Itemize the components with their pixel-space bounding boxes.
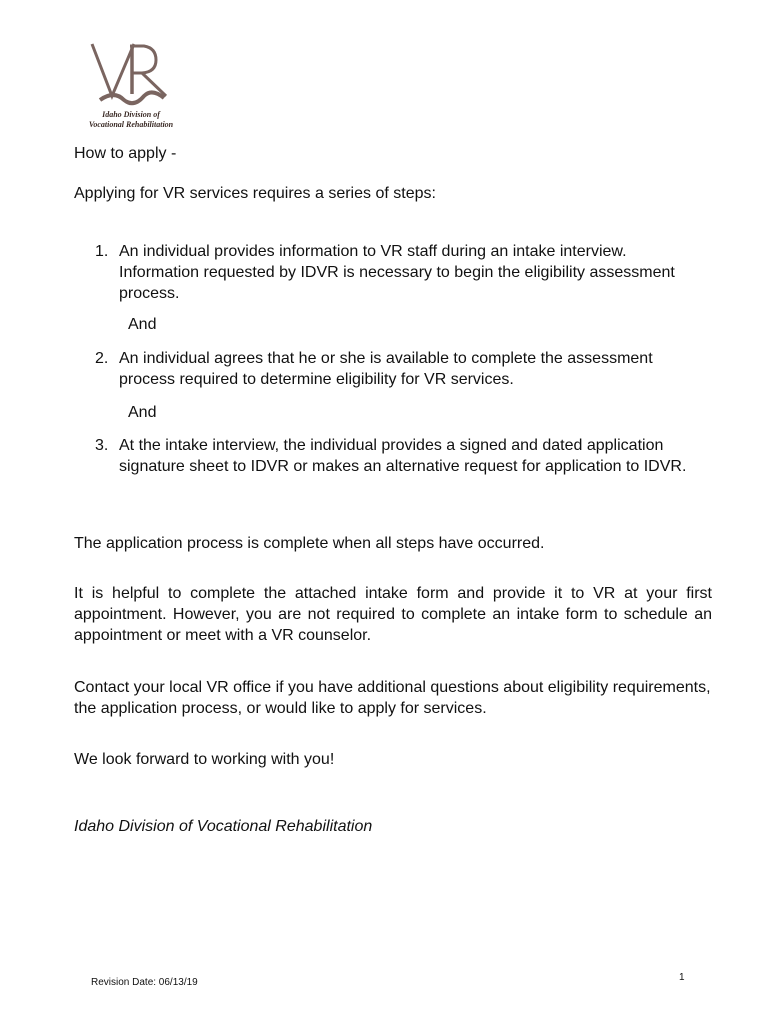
closing-text: We look forward to working with you! xyxy=(74,751,335,768)
vr-logo-mark xyxy=(86,38,186,108)
page-number: 1 xyxy=(679,972,685,983)
step-number: 3. xyxy=(95,437,109,454)
revision-date: Revision Date: 06/13/19 xyxy=(91,977,198,988)
step-text: An individual provides information to VR staff during an intake interview. Information requested by IDVR is necessary to begin the eligibility assessment process. xyxy=(119,243,675,302)
step-text: At the intake interview, the individual provides a signed and dated application signature sheet to IDVR or makes an alternative request for application to IDVR. xyxy=(119,437,687,475)
signature: Idaho Division of Vocational Rehabilitation xyxy=(74,818,373,835)
page-heading: How to apply - xyxy=(74,145,177,162)
logo-caption xyxy=(76,110,186,130)
step-number: 2. xyxy=(95,350,109,367)
helpful-text: It is helpful to complete the attached intake form and provide it to VR at your first appointment. However, you are not required to complete an intake form to schedule an appointment or meet with a VR counselor. xyxy=(74,585,712,644)
step-number: 1. xyxy=(95,243,109,260)
logo-line-2: Vocational Rehabilitation xyxy=(88,120,174,129)
contact-text: Contact your local VR office if you have additional questions about eligibility requirements, the application process, or would like to apply for services. xyxy=(74,679,711,717)
intro-text: Applying for VR services requires a series of steps: xyxy=(74,185,436,202)
step-connector: And xyxy=(128,404,157,421)
idvr-logo xyxy=(74,38,194,130)
logo-line-1: Idaho Division of xyxy=(102,110,160,119)
complete-text: The application process is complete when all steps have occurred. xyxy=(74,535,545,552)
step-connector: And xyxy=(128,316,157,333)
step-text: An individual agrees that he or she is available to complete the assessment process required to determine eligibility for VR services. xyxy=(119,350,653,388)
